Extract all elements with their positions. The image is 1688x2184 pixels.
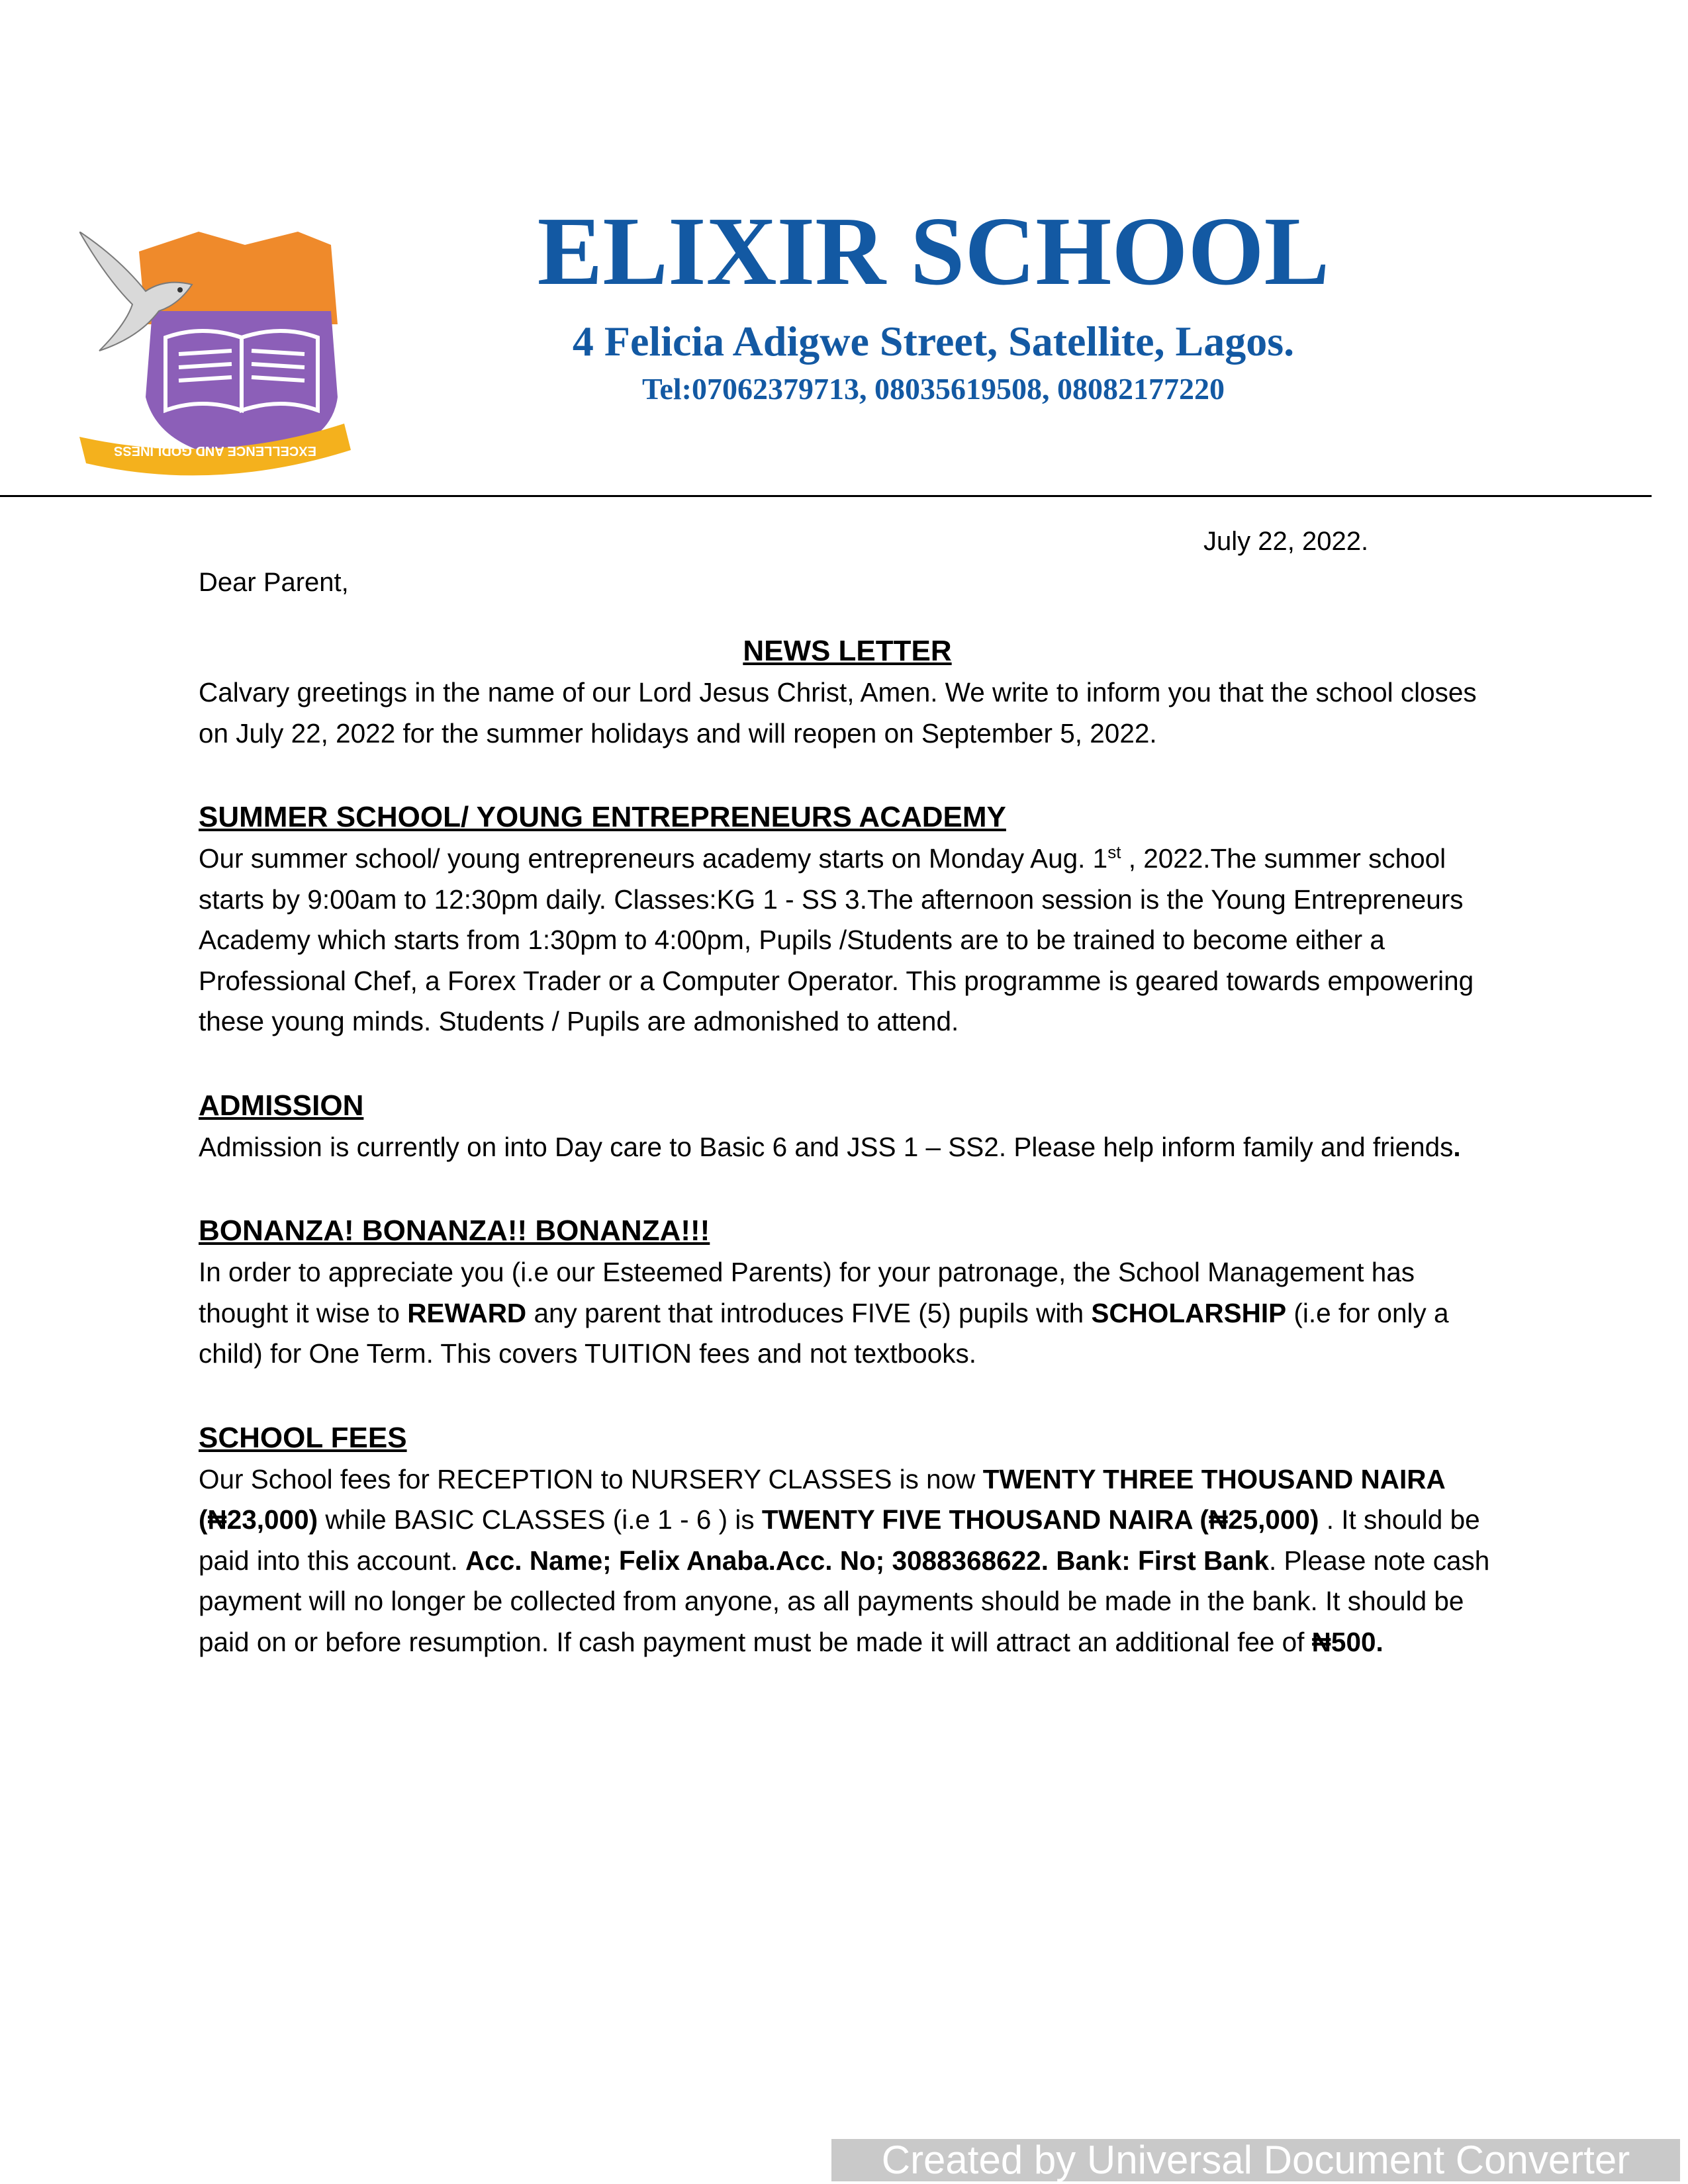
fees-text-2: while BASIC CLASSES (i.e 1 - 6 ) is: [318, 1504, 762, 1535]
letter-date: July 22, 2022.: [1203, 527, 1369, 556]
spacer: [199, 1042, 1496, 1085]
fees-bold-4: ₦500.: [1311, 1626, 1383, 1657]
bonanza-heading: BONANZA! BONANZA!! BONANZA!!!: [199, 1214, 710, 1247]
school-address: 4 Felicia Adigwe Street, Satellite, Lagos.: [572, 318, 1295, 365]
newsletter-paragraph: Calvary greetings in the name of our Lord Jesus Christ, Amen. We write to inform you that the school closes on July 22, 2022 for the summer holidays and will reopen on September 5, 2022.: [199, 677, 1477, 749]
admission-text: Admission is currently on into Day care to Basic 6 and JSS 1 – SS2. Please help inform family and friends: [199, 1131, 1454, 1162]
summer-school-paragraph: [199, 839, 1496, 1042]
bonanza-text-2: any parent that introduces FIVE (5) pupils with: [526, 1297, 1092, 1328]
school-name: ELIXIR SCHOOL: [537, 197, 1330, 306]
school-fees-heading: SCHOOL FEES: [199, 1421, 407, 1454]
fees-bold-3: Acc. Name; Felix Anaba.Acc. No; 3088368622. Bank: First Bank: [465, 1545, 1270, 1576]
school-logo-graphic: [79, 232, 351, 477]
fees-text-3: . It should be paid into this account.: [199, 1504, 1480, 1576]
summer-sup: st: [1107, 842, 1121, 862]
newsletter-heading: NEWS LETTER: [743, 635, 952, 667]
spacer: [199, 1167, 1496, 1210]
bonanza-text-1: In order to appreciate you (i.e our Esteemed Parents) for your patronage, the School Management has thought it wise to: [199, 1257, 1415, 1328]
spacer: [199, 754, 1496, 796]
fees-text-4: . Please note cash payment will no longer be collected from anyone, as all payments should be made in the bank. It should be paid on or before resumption. If cash payment must be made it will attract an additional fee of: [199, 1545, 1490, 1657]
summer-text-2: , 2022.The summer school starts by 9:00am to 12:30pm daily. Classes:KG 1 - SS 3.The afternoon session is the Young Entrepreneurs Academy which starts from 1:30pm to 4:00pm, Pupils /Students are to be trained to become either a Professional Chef, a Forex Trader or a Computer Operator. This programme is geared towards empowering these young minds. Students / Pupils are admonished to attend.: [199, 843, 1474, 1036]
admission-heading: ADMISSION: [199, 1089, 364, 1122]
motto-text: EXCELLENCE AND GODLINESS: [114, 443, 316, 458]
spacer: [199, 1375, 1496, 1417]
bonanza-paragraph: [199, 1252, 1496, 1375]
school-phone: Tel:07062379713, 08035619508, 08082177220: [642, 372, 1225, 406]
summer-text-1: Our summer school/ young entrepreneurs academy starts on Monday Aug. 1: [199, 843, 1108, 874]
fees-bold-1: TWENTY THREE THOUSAND NAIRA (₦23,000): [199, 1463, 1445, 1535]
converter-watermark: Created by Universal Document Converter: [831, 2139, 1680, 2181]
salutation: Dear Parent,: [199, 568, 349, 597]
fees-text-1: Our School fees for RECEPTION to NURSERY CLASSES is now: [199, 1463, 983, 1494]
bonanza-bold-2: SCHOLARSHIP: [1091, 1297, 1287, 1328]
shield-icon: [139, 232, 338, 324]
bonanza-bold-1: REWARD: [407, 1297, 527, 1328]
header-divider: [0, 495, 1652, 497]
school-logo: [79, 232, 351, 477]
fees-bold-2: TWENTY FIVE THOUSAND NAIRA (₦25,000): [761, 1504, 1319, 1535]
admission-end: .: [1453, 1131, 1461, 1162]
summer-school-heading: SUMMER SCHOOL/ YOUNG ENTREPRENEURS ACADEMY: [199, 801, 1006, 833]
letter-body: [199, 630, 1496, 1662]
bonanza-text-3: (i.e for only a child) for One Term. This covers TUITION fees and not textbooks.: [199, 1297, 1449, 1369]
school-fees-paragraph: [199, 1459, 1496, 1663]
admission-paragraph: [199, 1127, 1496, 1168]
